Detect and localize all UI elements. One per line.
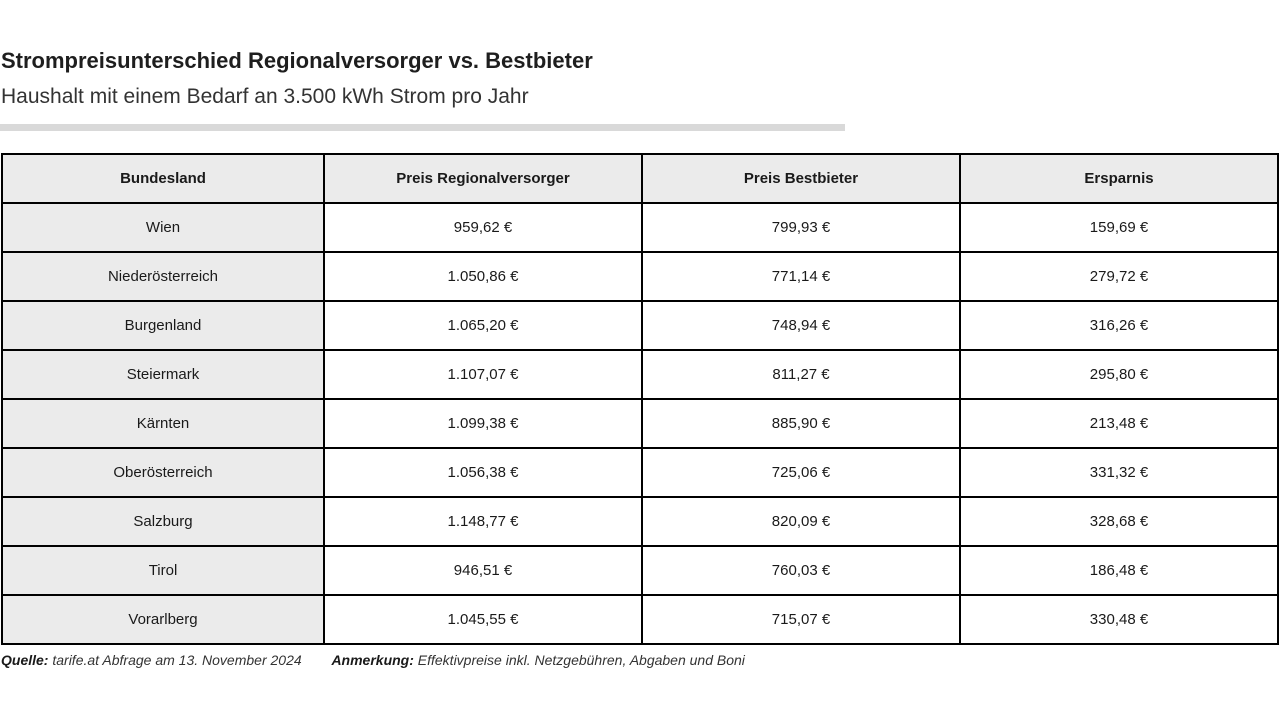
- cell-preis-regionalversorger: 1.099,38 €: [324, 399, 642, 448]
- cell-preis-regionalversorger: 1.045,55 €: [324, 595, 642, 644]
- cell-ersparnis: 186,48 €: [960, 546, 1278, 595]
- column-header-preis-bestbieter: Preis Bestbieter: [642, 154, 960, 203]
- cell-ersparnis: 159,69 €: [960, 203, 1278, 252]
- cell-bundesland: Kärnten: [2, 399, 324, 448]
- footnote: [1, 652, 745, 668]
- cell-preis-regionalversorger: 1.148,77 €: [324, 497, 642, 546]
- column-header-preis-regionalversorger: Preis Regionalversorger: [324, 154, 642, 203]
- cell-bundesland: Vorarlberg: [2, 595, 324, 644]
- table-row: [2, 546, 1278, 595]
- price-comparison-table: [1, 153, 1279, 645]
- title-divider: [0, 124, 845, 131]
- cell-preis-bestbieter: 748,94 €: [642, 301, 960, 350]
- cell-preis-regionalversorger: 1.050,86 €: [324, 252, 642, 301]
- table-row: [2, 448, 1278, 497]
- column-header-ersparnis: Ersparnis: [960, 154, 1278, 203]
- cell-preis-bestbieter: 715,07 €: [642, 595, 960, 644]
- table-row: [2, 301, 1278, 350]
- cell-bundesland: Salzburg: [2, 497, 324, 546]
- cell-preis-bestbieter: 799,93 €: [642, 203, 960, 252]
- cell-preis-regionalversorger: 959,62 €: [324, 203, 642, 252]
- cell-preis-regionalversorger: 1.056,38 €: [324, 448, 642, 497]
- table-row: [2, 252, 1278, 301]
- table-row: [2, 497, 1278, 546]
- table-row: [2, 350, 1278, 399]
- cell-bundesland: Wien: [2, 203, 324, 252]
- cell-bundesland: Tirol: [2, 546, 324, 595]
- cell-ersparnis: 316,26 €: [960, 301, 1278, 350]
- page-subtitle: Haushalt mit einem Bedarf an 3.500 kWh Strom pro Jahr: [1, 85, 529, 108]
- table-row: [2, 399, 1278, 448]
- source-label: Quelle:: [1, 652, 49, 668]
- page-title: Strompreisunterschied Regionalversorger vs. Bestbieter: [1, 48, 593, 73]
- column-header-bundesland: Bundesland: [2, 154, 324, 203]
- cell-bundesland: Niederösterreich: [2, 252, 324, 301]
- cell-ersparnis: 328,68 €: [960, 497, 1278, 546]
- note-label: Anmerkung:: [331, 652, 414, 668]
- cell-ersparnis: 331,32 €: [960, 448, 1278, 497]
- cell-preis-bestbieter: 760,03 €: [642, 546, 960, 595]
- cell-bundesland: Steiermark: [2, 350, 324, 399]
- cell-preis-bestbieter: 885,90 €: [642, 399, 960, 448]
- table-header-row: [2, 154, 1278, 203]
- cell-bundesland: Burgenland: [2, 301, 324, 350]
- table-row: [2, 595, 1278, 644]
- table-row: [2, 203, 1278, 252]
- cell-ersparnis: 295,80 €: [960, 350, 1278, 399]
- source-text: tarife.at Abfrage am 13. November 2024: [52, 652, 302, 668]
- note-text: Effektivpreise inkl. Netzgebühren, Abgaben und Boni: [417, 652, 745, 668]
- cell-ersparnis: 279,72 €: [960, 252, 1278, 301]
- cell-bundesland: Oberösterreich: [2, 448, 324, 497]
- cell-preis-bestbieter: 811,27 €: [642, 350, 960, 399]
- cell-preis-regionalversorger: 1.107,07 €: [324, 350, 642, 399]
- cell-preis-regionalversorger: 1.065,20 €: [324, 301, 642, 350]
- cell-preis-bestbieter: 725,06 €: [642, 448, 960, 497]
- cell-ersparnis: 330,48 €: [960, 595, 1278, 644]
- cell-preis-regionalversorger: 946,51 €: [324, 546, 642, 595]
- cell-preis-bestbieter: 820,09 €: [642, 497, 960, 546]
- cell-ersparnis: 213,48 €: [960, 399, 1278, 448]
- cell-preis-bestbieter: 771,14 €: [642, 252, 960, 301]
